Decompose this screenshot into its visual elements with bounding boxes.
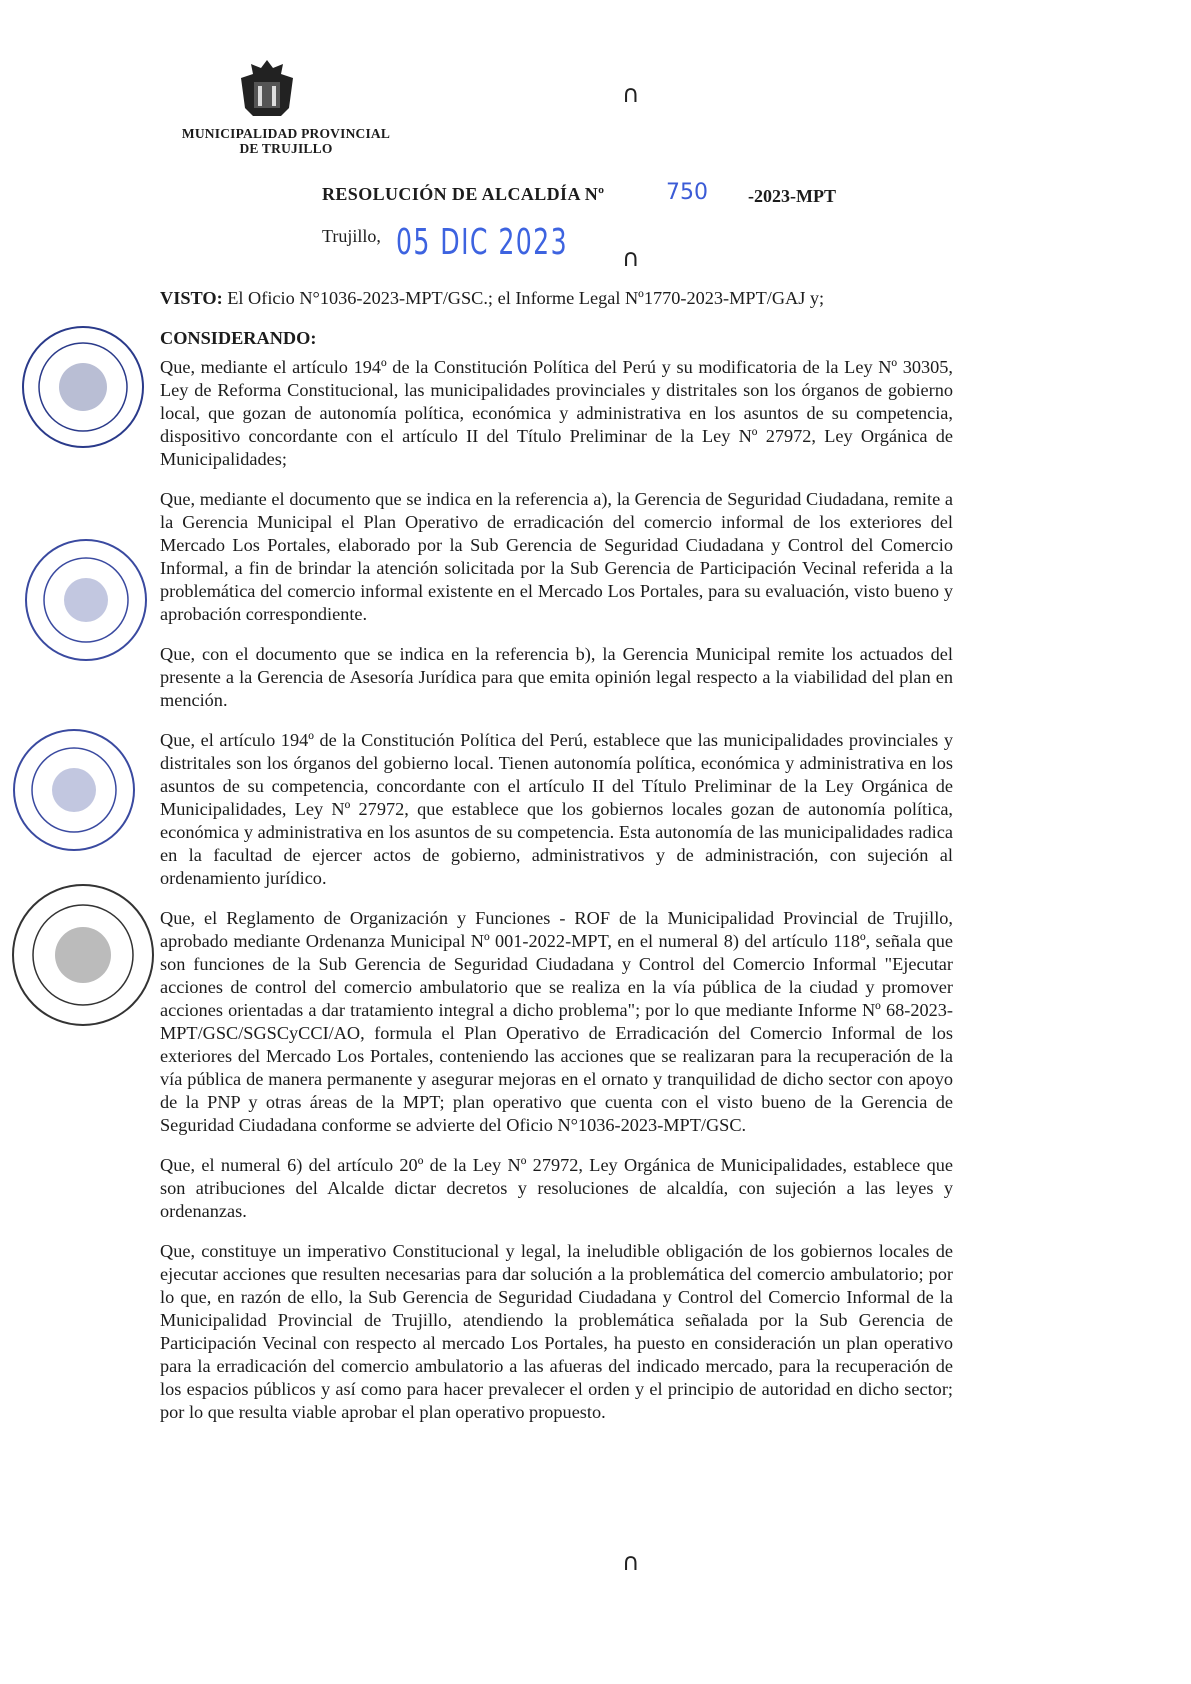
paragraph-6: Que, el numeral 6) del artículo 20º de la Ley Nº 27972, Ley Orgánica de Municipalidades, establece que son atribuciones del Alcalde dictar decretos y resoluciones de alcaldía, con sujeción a las leyes y ordenanzas. bbox=[160, 1155, 953, 1221]
paragraph-7: Que, constituye un imperativo Constitucional y legal, la ineludible obligación de los gobiernos locales de ejecutar acciones que resulten necesarias para dar solución a la problemática del comercio ambulatorio; por lo que, en razón de ello, la Sub Gerencia de Seguridad Ciudadana y Control del Comercio Informal de la Municipalidad Provincial de Trujillo, atendiendo la problemática señalada por la Sub Gerencia de Participación Vecinal con respecto al mercado Los Portales, ha puesto en consideración un plan operativo para la erradicación del comercio ambulatorio a las afueras del indicado mercado, para la recuperación de los espacios públicos y así como para hacer prevalecer el orden y el principio de autoridad en dicho sector; por lo que resulta viable aprobar el plan operativo propuesto. bbox=[160, 1241, 953, 1422]
initial-mark: ∩ bbox=[622, 80, 640, 108]
resolution-number: 750 bbox=[666, 180, 708, 205]
document-body bbox=[160, 287, 953, 1441]
considerando-heading: CONSIDERANDO: bbox=[160, 328, 317, 348]
seal-secretaria-general bbox=[22, 536, 150, 664]
paragraph-4: Que, el artículo 194º de la Constitución Política del Perú, establece que las municipalidades provinciales y distritales son los órganos del gobierno local. Tienen autonomía política, económica y administrativa en los asuntos de su competencia, concordante con el artículo II del Título Preliminar de la Ley Orgánica de Municipalidades, Ley Nº 27972, que establece que los gobiernos locales gozan de autonomía política, económica y administrativa en los asuntos de su competencia. Esta autonomía de las municipalidades radica en la facultad de ejercer actos de gobierno, administrativos y de administración, con sujeción al ordenamiento jurídico. bbox=[160, 730, 953, 888]
city-label: Trujillo, bbox=[322, 226, 381, 246]
paragraph-5: Que, el Reglamento de Organización y Funciones - ROF de la Municipalidad Provincial de Trujillo, aprobado mediante Ordenanza Municipal Nº 001-2022-MPT, en el numeral 8) del artículo 118º, señala que son funciones de la Sub Gerencia de Seguridad Ciudadana y Control del Comercio Informal "Ejecutar acciones de control del comercio ambulatorio que se realiza en la vía pública de la ciudad y promover acciones orientadas a dar tratamiento integral a dicho problema"; por lo que mediante Informe Nº 68-2023- MPT/GSC/SGSCyCCI/AO, formula el Plan Operativo de Erradicación del Comercio Informal de los exteriores del Mercado Los Portales, conteniendo las acciones que se realizaran para la recuperación de la vía pública de manera permanente y asegurar mejoras en el ornato y tranquilidad de dicho sector con apoyo de la PNP y otras áreas de la MPT; plan operativo que cuenta con el visto bueno de la Gerencia de Seguridad Ciudadana conforme se advierte del Oficio N°1036-2023-MPT/GSC. bbox=[160, 908, 953, 1135]
initial-mark: ∩ bbox=[622, 244, 640, 272]
resolution-title: RESOLUCIÓN DE ALCALDÍA Nº bbox=[322, 184, 605, 204]
seal-asesoria-juridica bbox=[10, 726, 138, 854]
seal-alcaldia bbox=[18, 322, 148, 452]
resolution-suffix: -2023-MPT bbox=[748, 186, 836, 206]
visto-text: El Oficio N°1036-2023-MPT/GSC.; el Informe Legal Nº1770-2023-MPT/GAJ y; bbox=[222, 288, 825, 308]
paragraph-1: Que, mediante el artículo 194º de la Constitución Política del Perú y su modificatoria de la Ley Nº 30305, Ley de Reforma Constitucional, las municipalidades provinciales y distritales son los órganos de gobierno local, que gozan de autonomía política, económica y administrativa en los asuntos de su competencia, dispositivo concordante con el artículo II del Título Preliminar de la Ley Nº 27972, Ley Orgánica de Municipalidades; bbox=[160, 357, 953, 469]
paragraph-2: Que, mediante el documento que se indica en la referencia a), la Gerencia de Seguridad Ciudadana, remite a la Gerencia Municipal el Plan Operativo de erradicación del comercio informal de los exteriores del Mercado Los Portales, elaborado por la Sub Gerencia de Seguridad Ciudadana y Control del Comercio Informal, a fin de brindar la atención solicitada por la Sub Gerencia de Participación Vecinal referida a la problemática del comercio informal existente en el Mercado Los Portales, para su evaluación, visto bueno y aprobación correspondiente. bbox=[160, 489, 953, 624]
visto-label: VISTO: bbox=[160, 288, 223, 308]
institution-name bbox=[166, 126, 406, 156]
visto-line bbox=[160, 287, 953, 310]
coat-of-arms-logo bbox=[232, 58, 302, 120]
date-stamp: 05 DIC 2023 bbox=[396, 222, 569, 263]
institution-line-1: MUNICIPALIDAD PROVINCIAL bbox=[181, 126, 391, 141]
institution-line-2: DE TRUJILLO bbox=[239, 141, 333, 156]
seal-gerencia-municipal bbox=[8, 880, 158, 1030]
paragraph-3: Que, con el documento que se indica en la referencia b), la Gerencia Municipal remite los actuados del presente a la Gerencia de Asesoría Jurídica para que emita opinión legal respecto a la viabilidad del plan en mención. bbox=[160, 644, 953, 710]
initial-mark: ∩ bbox=[622, 1548, 640, 1576]
